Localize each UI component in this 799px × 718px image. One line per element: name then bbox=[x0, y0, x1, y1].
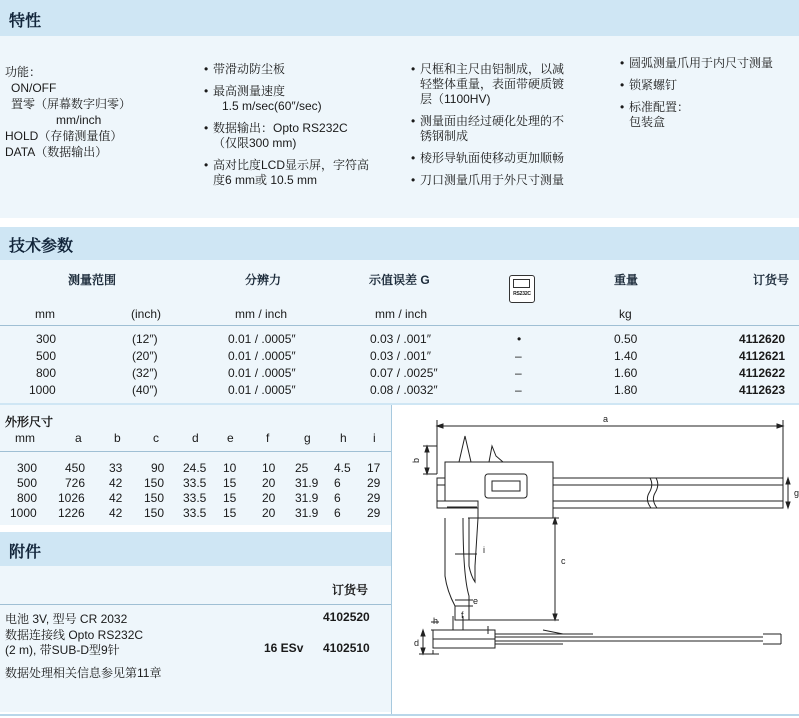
label-h: h bbox=[433, 616, 439, 626]
column-divider bbox=[391, 405, 392, 715]
features-title: 特性 bbox=[9, 13, 42, 30]
page-bottom-rule bbox=[0, 714, 799, 716]
caliper-drawing bbox=[393, 406, 799, 714]
function-mminch: mm/inch bbox=[56, 113, 102, 127]
outside-jaw-fixed bbox=[445, 518, 469, 620]
unit-resolution: mm / inch bbox=[235, 307, 288, 321]
feature-item: • 高对比度LCD显示屏，字符高 度6 mm或 10.5 mm bbox=[204, 158, 404, 188]
function-hold: HOLD（存储测量值） bbox=[5, 129, 123, 143]
caliper-slider bbox=[445, 462, 553, 518]
inside-jaw-fixed bbox=[459, 436, 471, 462]
feature-item: • 刀口测量爪用于外尺寸测量 bbox=[411, 173, 601, 188]
specs-header-band bbox=[0, 227, 799, 260]
col-header-error: 示值误差 G bbox=[369, 273, 430, 287]
function-data: DATA（数据输出） bbox=[5, 145, 108, 159]
features-col-2 bbox=[204, 62, 404, 195]
features-col-3 bbox=[411, 62, 601, 195]
specs-divider bbox=[0, 325, 799, 326]
feature-item: • 尺框和主尺由铝制成，以减 轻整体重量，表面带硬质镀 层（1100HV) bbox=[411, 62, 601, 107]
accessories-header-band bbox=[0, 532, 391, 566]
dimensions-title: 外形尺寸 bbox=[5, 415, 54, 429]
feature-item: • 锁紧螺钉 bbox=[620, 78, 798, 93]
function-onoff: ON/OFF bbox=[11, 81, 57, 95]
label-a: a bbox=[603, 414, 609, 424]
outside-jaw-slider bbox=[469, 518, 478, 582]
label-f: f bbox=[461, 610, 464, 620]
col-header-order: 订货号 bbox=[753, 273, 790, 287]
specs-title: 技术参数 bbox=[9, 238, 74, 255]
features-header-band bbox=[0, 0, 799, 36]
feature-item: • 数据输出：Opto RS232C （仅限300 mm) bbox=[204, 121, 404, 151]
label-b: b bbox=[411, 457, 421, 463]
col-header-range: 测量范围 bbox=[68, 273, 117, 287]
feature-item: • 测量面由经过硬化处理的不 锈钢制成 bbox=[411, 114, 601, 144]
label-c: c bbox=[561, 556, 566, 566]
unit-inch: (inch) bbox=[131, 307, 162, 321]
accessories-title: 附件 bbox=[9, 544, 42, 561]
dimensions-divider bbox=[0, 451, 391, 452]
label-i: i bbox=[483, 545, 485, 555]
label-d: d bbox=[414, 638, 420, 648]
accessories-note: 数据处理相关信息参见第11章 bbox=[5, 666, 162, 680]
feature-item: • 棱形导轨面使移动更加顺畅 bbox=[411, 151, 601, 166]
function-zero: 置零（屏幕数字归零） bbox=[11, 97, 132, 111]
function-label: 功能： bbox=[5, 65, 42, 79]
unit-mm: mm bbox=[35, 307, 55, 321]
col-header-weight: 重量 bbox=[614, 273, 639, 287]
col-header-resolution: 分辨力 bbox=[245, 273, 282, 287]
unit-weight: kg bbox=[619, 307, 632, 321]
features-col-functions bbox=[5, 64, 131, 160]
features-col-4 bbox=[620, 56, 798, 137]
unit-error: mm / inch bbox=[375, 307, 428, 321]
accessories-divider bbox=[0, 604, 391, 605]
label-g: g bbox=[794, 488, 799, 498]
feature-item: • 带滑动防尘板 bbox=[204, 62, 404, 77]
rs232c-icon: RS232C bbox=[509, 275, 535, 303]
feature-item: • 标准配置： 包装盒 bbox=[620, 100, 798, 130]
feature-item: • 最高测量速度 1.5 m/sec(60″/sec) bbox=[204, 84, 404, 114]
feature-item: • 圆弧测量爪用于内尺寸测量 bbox=[620, 56, 798, 71]
label-e: e bbox=[473, 596, 479, 606]
inside-jaw-slider bbox=[489, 446, 503, 462]
accessories-order-header: 订货号 bbox=[332, 583, 369, 597]
